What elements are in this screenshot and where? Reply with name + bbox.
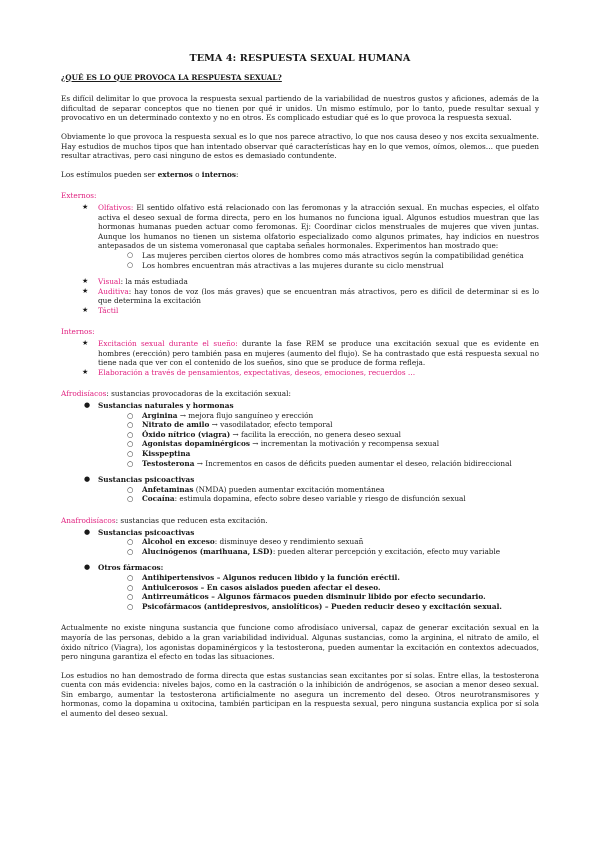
circle-bullet-icon: ○ [127, 582, 134, 592]
list-item [98, 261, 539, 271]
item-bold: Alucinógenos (marihuana, LSD) [142, 546, 273, 556]
list-item-visual [61, 277, 539, 287]
list-item [98, 411, 539, 421]
afrodisiacos-label: Afrodisíacos [61, 389, 107, 399]
star-bullet-icon: ★ [82, 305, 89, 314]
visual-text: : la más estudiada [120, 277, 188, 287]
visual-label: Visual [98, 277, 121, 287]
list-item [98, 251, 539, 261]
list-item [98, 430, 539, 440]
stimuli-internos: internos [201, 169, 237, 179]
elaboracion-label: Elaboración a través de pensamientos, expectativas, deseos, emociones, recuerdos … [98, 367, 416, 377]
psico-sublist [98, 485, 539, 504]
item-text: → Incrementos en casos de déficits pueden aumentar el deseo, relación bidireccional [194, 458, 512, 468]
spacer [61, 270, 539, 277]
circle-bullet-icon: ○ [127, 458, 134, 468]
item-bold: Kisspeptina [142, 449, 191, 458]
sueno-label: Excitación sexual durante el sueño: [98, 339, 238, 349]
item-text: → incrementan la motivación y recompensa sexual [249, 439, 440, 449]
item-bold: Antihipertensivos [142, 572, 215, 582]
afrodisiacos-list [61, 401, 539, 504]
spacer [61, 556, 539, 563]
page-title: TEMA 4: RESPUESTA SEXUAL HUMANA [189, 53, 411, 64]
naturales-sublist [98, 411, 539, 469]
list-item-otros [61, 563, 539, 611]
list-item [98, 583, 539, 593]
item-bold: Antirreumáticos [142, 592, 209, 602]
sueno-text: durante la fase REM se produce una excitación sexual que es evidente en hombres (erección) pero también pasa en mujeres (aumento del flujo). Se ha contrastado que está respuesta sexual no tiene nada que ver con el contenido de los sueños, sino que se produce de forma refleja. [98, 339, 539, 368]
externos-list [61, 203, 539, 316]
item-text: – Algunos reducen libido y la función eréctil. [214, 572, 400, 582]
item-text: : disminuye deseo y rendimiento sexuañ [214, 537, 364, 547]
item-text: – Algunos fármacos pueden disminuir libido por efecto secundario. [208, 592, 486, 602]
item-text: – Pueden reducir deseo y excitación sexual. [322, 601, 502, 611]
circle-bullet-icon: ○ [127, 449, 134, 458]
closing-paragraph-1: Actualmente no existe ninguna sustancia que funcione como afrodisíaco universal, capaz de generar excitación sexual en la mayoría de las personas, debido a la gran variabilidad individual. Algunas sustancias, como la arginina, el nitrato de amilo, el óxido nítrico (Viagra), los agonistas dopaminérgicos y la testosterona, pueden aumentar la excitación en contextos adecuados, pero ninguna garantiza el efecto en todas las situaciones. [61, 623, 539, 662]
stimuli-line [61, 170, 539, 180]
stimuli-text-mid: o [192, 169, 202, 179]
list-item-auditiva [61, 287, 539, 306]
star-bullet-icon: ★ [82, 277, 89, 286]
list-item [98, 449, 539, 459]
item-text: (NMDA) pueden aumentar excitación momentánea [193, 484, 385, 494]
list-item-naturales [61, 401, 539, 468]
bullet-icon: ● [84, 475, 91, 484]
item-text: : pueden alterar percepción y excitación, efecto muy variable [272, 546, 501, 556]
sub-item-text: Las mujeres perciben ciertos olores de hombres como más atractivos según la compatibilidad genética [142, 250, 524, 260]
olfativos-sublist [98, 251, 539, 270]
list-item-tactil [61, 306, 539, 316]
otros-sublist [98, 573, 539, 611]
item-text: → vasodilatador, efecto temporal [209, 420, 333, 430]
item-text: → mejora flujo sanguíneo y erección [177, 410, 314, 420]
item-bold: Psicofármacos (antidepresivos, ansiolíticos) [142, 601, 323, 611]
item-bold: Cocaína [142, 494, 175, 504]
list-item [98, 573, 539, 583]
list-item-sueno [61, 339, 539, 368]
anafrodisiacos-label: Anafrodisíacos [61, 515, 116, 525]
stimuli-text: Los estímulos pueden ser [61, 169, 158, 179]
list-item [98, 592, 539, 602]
afrodisiacos-heading [61, 389, 539, 399]
psico-label: Sustancias psicoactivas [98, 527, 195, 537]
item-bold: Nitrato de amilo [142, 420, 210, 430]
list-item-psicoactivas [61, 475, 539, 504]
circle-bullet-icon: ○ [127, 537, 134, 547]
circle-bullet-icon: ○ [127, 572, 134, 582]
circle-bullet-icon: ○ [127, 601, 134, 611]
olfativos-label: Olfativos: [98, 202, 134, 212]
document-page [61, 54, 539, 728]
circle-bullet-icon: ○ [127, 592, 134, 602]
circle-bullet-icon: ○ [127, 484, 134, 494]
list-item [98, 494, 539, 504]
closing-paragraph-2: Los estudios no han demostrado de forma directa que estas sustancias sean excitantes por sí solas. Entre ellas, la testosterona cuenta con más evidencia: niveles bajos, como en la castración o la inhibición de andrógenos, se asocian a menor deseo sexual. Sin embargo, aumentar la testosterona artificialmente no asegura un incremento del deseo. Otros neurotransmisores y hormonas, como la dopamina u oxitocina, también participan en la respuesta sexual, pero ninguna sustancia explica por sí sola el aumento del deseo sexual. [61, 670, 539, 719]
section-question: ¿QUÉ ES LO QUE PROVOCA LA RESPUESTA SEXUAL? [61, 72, 282, 82]
list-item [98, 537, 539, 547]
list-item-psicoactivas [61, 528, 539, 557]
circle-bullet-icon: ○ [127, 420, 134, 430]
auditiva-text: : hay tonos de voz (los más graves) que se encuentran más atractivos, pero es difícil de determinar si es lo que determina la excitación [98, 286, 539, 306]
psico-sublist [98, 537, 539, 556]
stimuli-text-end: : [236, 169, 239, 179]
item-bold: Alcohol en exceso [142, 537, 215, 547]
item-bold: Anfetaminas [142, 484, 194, 494]
circle-bullet-icon: ○ [127, 494, 134, 504]
list-item-elaboracion [61, 368, 539, 378]
item-bold: Óxido nítrico (viagra) [142, 429, 231, 439]
item-bold: Antiulcerosos [142, 582, 199, 592]
circle-bullet-icon: ○ [127, 546, 134, 556]
star-bullet-icon: ★ [82, 367, 89, 376]
circle-bullet-icon: ○ [127, 439, 134, 449]
list-item [98, 547, 539, 557]
circle-bullet-icon: ○ [127, 429, 134, 439]
tactil-label: Táctil [98, 305, 119, 315]
item-bold: Agonistas dopaminérgicos [142, 439, 250, 449]
list-item [98, 459, 539, 469]
star-bullet-icon: ★ [82, 339, 89, 348]
list-item [98, 420, 539, 430]
list-item [98, 439, 539, 449]
otros-label: Otros fármacos: [98, 563, 164, 573]
bullet-icon: ● [84, 401, 91, 410]
item-bold: Testosterona [142, 458, 195, 468]
item-text: → facilita la erección, no genera deseo sexual [230, 429, 401, 439]
internos-heading: Internos: [61, 327, 95, 337]
item-text: – En casos aislados pueden afectar el deseo. [198, 582, 381, 592]
circle-bullet-icon: ○ [127, 410, 134, 420]
circle-bullet-icon: ○ [127, 250, 134, 259]
circle-bullet-icon: ○ [127, 260, 134, 269]
auditiva-label: Auditiva [98, 286, 129, 296]
list-item [98, 602, 539, 612]
sub-item-text: Los hombres encuentran más atractivas a las mujeres durante su ciclo menstrual [142, 260, 444, 270]
anafrodisiacos-text: : sustancias que reducen esta excitación. [115, 515, 268, 525]
bullet-icon: ● [84, 527, 91, 536]
spacer [61, 468, 539, 475]
afrodisiacos-text: : sustancias provocadoras de la excitación sexual: [106, 389, 291, 399]
externos-heading: Externos: [61, 191, 97, 201]
internos-list [61, 339, 539, 377]
list-item-olfativos [61, 203, 539, 270]
naturales-label: Sustancias naturales y hormonas [98, 401, 234, 411]
star-bullet-icon: ★ [82, 202, 89, 211]
stimuli-externos: externos [157, 169, 193, 179]
psico-label: Sustancias psicoactivas [98, 475, 195, 485]
intro-paragraph-2: Obviamente lo que provoca la respuesta sexual es lo que nos parece atractivo, lo que nos causa deseo y nos excita sexualmente. Hay estudios de muchos tipos que han intentado observar qué características hay en lo que vemos, oímos, olemos… que pueden resultar atractivas, pero casi ninguno de estos es demasiado contundente. [61, 131, 539, 161]
bullet-icon: ● [84, 563, 91, 572]
intro-paragraph-1: Es difícil delimitar lo que provoca la respuesta sexual partiendo de la variabilidad de nuestros gustos y aficiones, además de la dificultad de separar conceptos que no tienen por qué ir unidos. Un mismo estímulo, por lo tanto, puede resultar sexual y provocativo en un determinado contexto y no en otros. Es complicado estudiar qué es lo que provoca la respuesta sexual. [61, 94, 539, 123]
olfativos-text: El sentido olfativo está relacionado con las feromonas y la atracción sexual. En muchas especies, el olfato activa el deseo sexual de forma directa, pero en los humanos no funciona igual. Algunos estudios muestran que las hormonas humanas pueden actuar como feromonas. Ej: Coordinar ciclos menstruales de mujeres que viven juntas. Aunque los humanos no tienen un sistema olfatorio especializado como algunos primates, hay indicios en nuestros antepasados de un sistema vomeronasal que captaba señales hormonales. Experimentos han mostrado que: [98, 202, 539, 251]
item-bold: Arginina [142, 410, 178, 420]
star-bullet-icon: ★ [82, 286, 89, 295]
anafrodisiacos-heading [61, 516, 539, 526]
anafrodisiacos-list [61, 528, 539, 612]
list-item [98, 485, 539, 495]
item-text: : estimula dopamina, efecto sobre deseo variable y riesgo de disfunción sexual [174, 494, 466, 504]
